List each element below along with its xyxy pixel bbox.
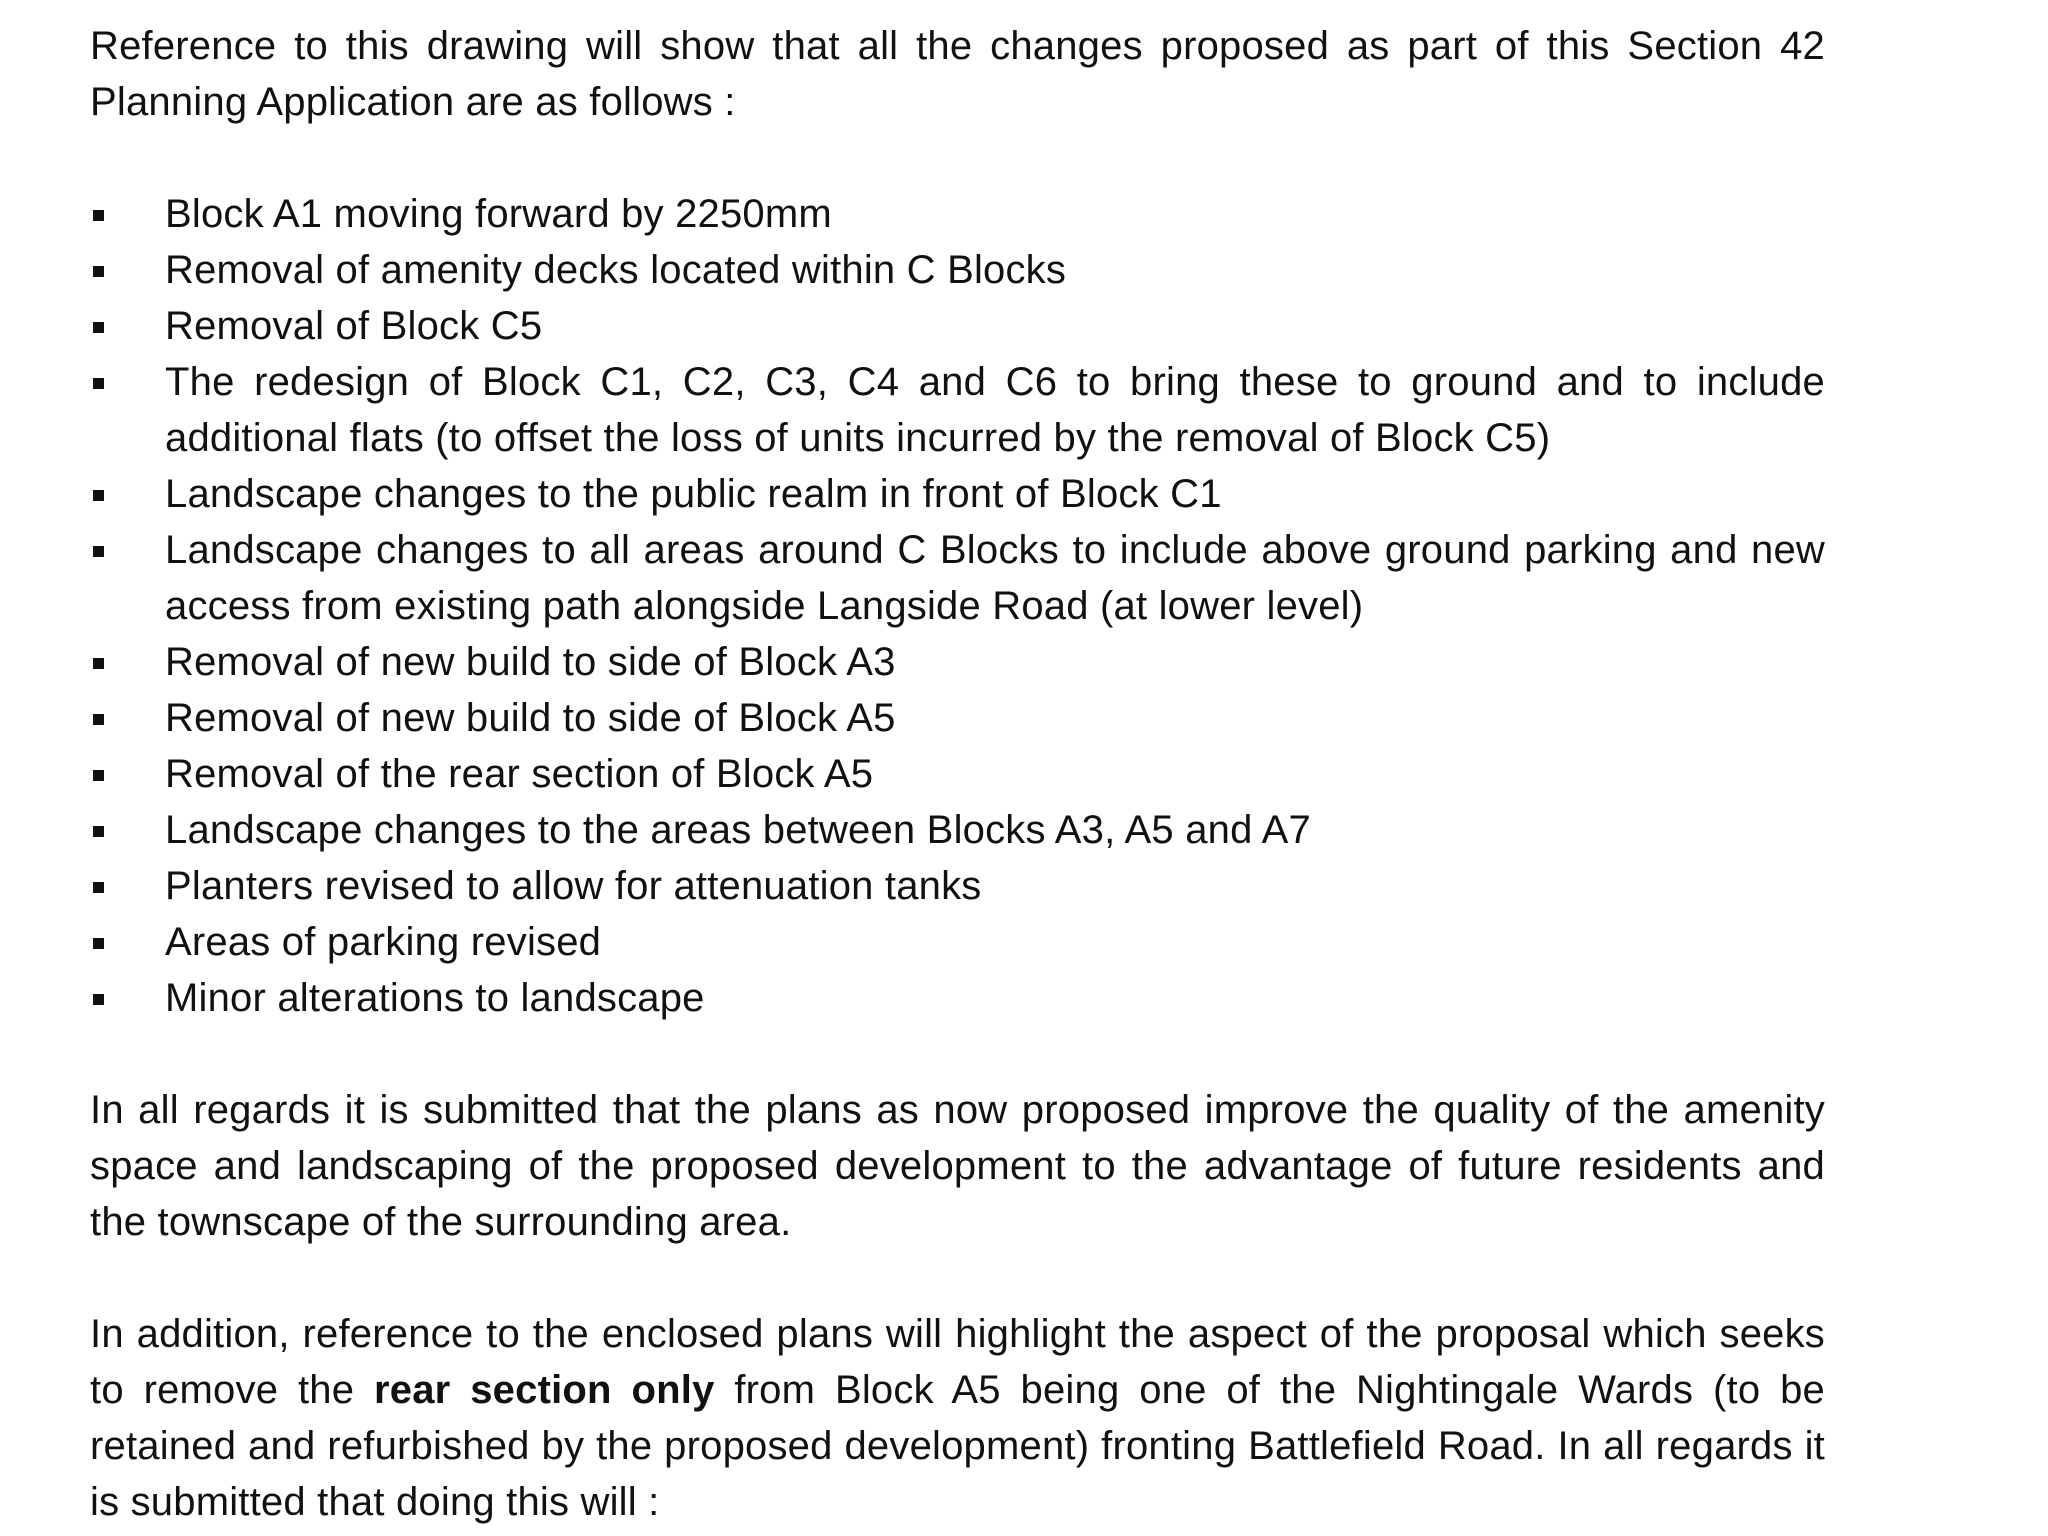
- changes-list: [90, 186, 1825, 1026]
- list-item: [90, 242, 1825, 298]
- list-item-text: Block A1 moving forward by 2250mm: [165, 192, 832, 236]
- list-item: [90, 858, 1825, 914]
- bullet-square-icon: [93, 770, 104, 781]
- bullet-square-icon: [93, 490, 104, 501]
- bullet-square-icon: [93, 826, 104, 837]
- addition-text-start: In addition, reference to the enclosed plans will highlight the aspect of the proposal which seeks to remove the: [90, 1312, 1825, 1412]
- conclusion-paragraph: In all regards it is submitted that the plans as now proposed improve the quality of the amenity space and landscaping of the proposed development to the advantage of future residents and the townscape of the surrounding area.: [90, 1088, 1825, 1244]
- list-item-text: Removal of new build to side of Block A3: [165, 640, 896, 684]
- list-item-text: Landscape changes to the areas between Blocks A3, A5 and A7: [165, 808, 1311, 852]
- list-item: [90, 634, 1825, 690]
- bullet-square-icon: [93, 322, 104, 333]
- intro-paragraph: Reference to this drawing will show that all the changes proposed as part of this Section 42 Planning Application are as follows :: [90, 24, 1825, 124]
- list-item-text: Removal of Block C5: [165, 304, 543, 348]
- bullet-square-icon: [93, 546, 104, 557]
- list-item-text: Landscape changes to the public realm in front of Block C1: [165, 472, 1222, 516]
- emphasis-text: rear section only: [374, 1368, 715, 1412]
- list-item: [90, 522, 1825, 634]
- list-item-text: The redesign of Block C1, C2, C3, C4 and C6 to bring these to ground and to include additional flats (to offset the loss of units incurred by the removal of Block C5): [165, 360, 1825, 460]
- list-item: [90, 186, 1825, 242]
- addition-text-end: from Block A5 being one of the Nightingale Wards (to be retained and refurbished by the proposed development) fronting Battlefield Road. In all regards it is submitted that doing this will :: [90, 1368, 1825, 1524]
- list-item: [90, 802, 1825, 858]
- list-item: [90, 970, 1825, 1026]
- bullet-square-icon: [93, 938, 104, 949]
- bullet-square-icon: [93, 378, 104, 389]
- bullet-square-icon: [93, 994, 104, 1005]
- list-item: [90, 914, 1825, 970]
- document-page: [90, 18, 1825, 1530]
- list-item: [90, 298, 1825, 354]
- list-item-text: Landscape changes to all areas around C Blocks to include above ground parking and new access from existing path alongside Langside Road (at lower level): [165, 528, 1825, 628]
- list-item: [90, 466, 1825, 522]
- list-item-text: Removal of the rear section of Block A5: [165, 752, 874, 796]
- list-item: [90, 746, 1825, 802]
- list-item-text: Removal of new build to side of Block A5: [165, 696, 896, 740]
- bullet-square-icon: [93, 658, 104, 669]
- list-item-text: Planters revised to allow for attenuation tanks: [165, 864, 982, 908]
- list-item: [90, 690, 1825, 746]
- list-item: [90, 354, 1825, 466]
- bullet-square-icon: [93, 882, 104, 893]
- addition-paragraph: [90, 1306, 1825, 1530]
- bullet-square-icon: [93, 266, 104, 277]
- list-item-text: Removal of amenity decks located within C Blocks: [165, 248, 1067, 292]
- list-item-text: Areas of parking revised: [165, 920, 602, 964]
- bullet-square-icon: [93, 210, 104, 221]
- bullet-square-icon: [93, 714, 104, 725]
- list-item-text: Minor alterations to landscape: [165, 976, 705, 1020]
